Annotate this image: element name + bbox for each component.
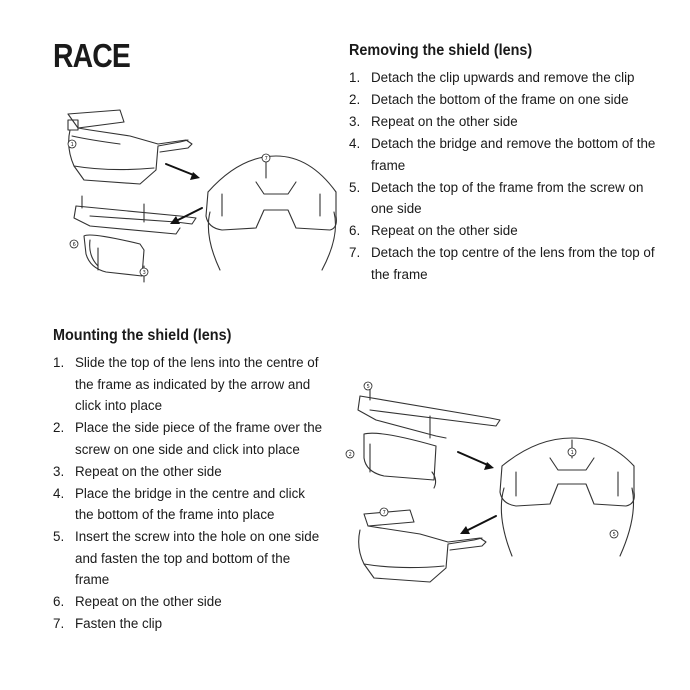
removing-step: 1. Detach the clip upwards and remove the clip <box>349 70 635 85</box>
mounting-heading: Mounting the shield (lens) <box>53 327 232 344</box>
svg-text:3: 3 <box>142 269 146 276</box>
mounting-step: 2. Place the side piece of the frame over the screw on one side and click into place <box>53 420 323 457</box>
removing-illustration <box>60 100 340 280</box>
svg-text:2: 2 <box>348 451 352 458</box>
glasses-side-view-icon <box>359 510 486 582</box>
direction-arrow-icon <box>460 516 496 534</box>
mounting-step: 3. Repeat on the other side <box>53 463 222 479</box>
page-title: RACE <box>53 37 130 74</box>
step-badge-icon <box>68 140 76 148</box>
mounting-section <box>53 326 323 635</box>
step-badge-icon <box>568 448 576 456</box>
step-badge-icon <box>262 154 270 162</box>
removing-step: 3. Repeat on the other side <box>349 114 518 129</box>
svg-text:6: 6 <box>72 241 76 248</box>
mounting-step: 4. Place the bridge in the centre and click the bottom of the frame into place <box>53 485 306 522</box>
svg-text:5: 5 <box>612 531 616 538</box>
removing-heading: Removing the shield (lens) <box>349 42 533 59</box>
mounting-step: 1. Slide the top of the lens into the centre of the frame as indicated by the arrow and click into place <box>53 355 319 413</box>
removing-step: 7. Detach the top centre of the lens from the top of the frame <box>349 245 655 282</box>
svg-text:1: 1 <box>70 141 74 148</box>
step-badge-icon <box>70 240 78 248</box>
frame-side-view-icon <box>74 196 196 234</box>
svg-text:7: 7 <box>264 155 268 162</box>
removing-steps-list <box>349 67 667 285</box>
removing-step: 2. Detach the bottom of the frame on one side <box>349 92 629 107</box>
step-badge-icon <box>140 268 148 276</box>
removing-step: 5. Detach the top of the frame from the screw on one side <box>349 179 644 216</box>
mounting-step: 6. Repeat on the other side <box>53 594 222 609</box>
mounting-step: 5. Insert the screw into the hole on one side and fasten the top and bottom of the frame <box>53 529 320 587</box>
step-badge-icon <box>610 530 618 538</box>
removing-section <box>349 41 667 286</box>
step-badge-icon <box>346 450 354 458</box>
removing-step: 6. Repeat on the other side <box>349 223 518 238</box>
glasses-side-view-icon <box>68 110 192 184</box>
svg-text:1: 1 <box>570 449 574 456</box>
removing-step: 4. Detach the bridge and remove the bottom of the frame <box>349 136 656 173</box>
svg-text:7: 7 <box>382 509 386 516</box>
direction-arrow-icon <box>458 452 494 470</box>
direction-arrow-icon <box>166 164 200 180</box>
lens-side-view-icon <box>364 433 436 488</box>
svg-text:5: 5 <box>366 383 370 390</box>
frame-front-view-icon <box>206 156 336 270</box>
frame-side-view-icon <box>358 383 500 438</box>
lens-side-view-icon <box>84 235 144 282</box>
step-badge-icon <box>364 382 372 390</box>
step-badge-icon <box>380 508 388 516</box>
mounting-steps-list <box>53 352 323 635</box>
mounting-illustration <box>340 376 640 616</box>
mounting-step: 7. Fasten the clip <box>53 616 163 631</box>
